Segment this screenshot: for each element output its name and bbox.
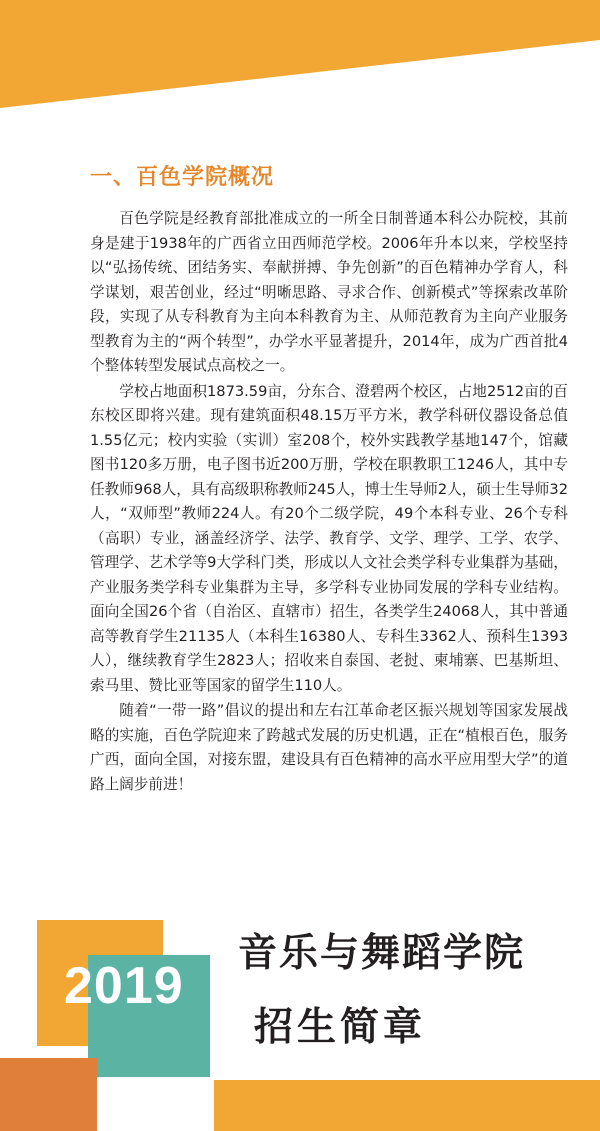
intro-paragraph-history: 百色学院是经教育部批准成立的一所全日制普通本科公办院校，其前身是建于1938年的广西省立田西师范学校。2006年升本以来，学校坚持以“弘扬传统、团结务实、奉献拼搏、争先创新”的百色精神办学育人，科学谋划，艰苦创业，经过“明晰思路、寻求合作、创新模式”等探索改革阶段，实现了从专科教育为主向本科教育为主、从师范教育为主向产业服务型教育为主的“两个转型”，办学水平显著提升，2014年，成为广西首批4个整体转型发展试点高校之一。 [90,210,568,374]
section-title: 一、百色学院概况 [90,165,275,190]
deep-orange-square-decoration [0,1058,97,1131]
admission-brochure-title: 招生简章 [254,1005,427,1050]
intro-body [90,207,568,798]
intro-paragraph-campus-facts: 学校占地面积1873.59亩，分东合、澄碧两个校区，占地2512亩的百东校区即将兴建。现有建筑面积48.15万平方米，教学科研仪器设备总值1.55亿元；校内实验（实训）室208个，校外实践教学基地147个，馆藏图书120多万册，电子图书近200万册，学校在职教职工1246人，其中专任教师968人，具有高级职称教师245人，博士生导师2人，硕士生导师32人，“双师型”教师224人。有20个二级学院，49个本科专业、26个专科（高职）专业，涵盖经济学、法学、教育学、文学、理学、工学、农学、管理学、艺术学等9大学科门类，形成以人文社会类学科专业集群为基础，产业服务类学科专业集群为主导，多学科专业协同发展的学科专业结构。面向全国26个省（自治区、直辖市）招生，各类学生24068人，其中普通高等教育学生21135人（本科生16380人、专科生3362人、预科生1393人），继续教育学生2823人；招收来自泰国、老挝、柬埔寨、巴基斯坦、索马里、赞比亚等国家的留学生110人。 [90,382,568,694]
year-label: 2019 [64,957,184,1015]
college-name-title: 音乐与舞蹈学院 [238,931,526,976]
top-decorative-band [0,0,600,108]
bottom-decorative-band [214,1080,600,1131]
intro-paragraph-outlook: 随着“一带一路”倡议的提出和左右江革命老区振兴规划等国家发展战略的实施，百色学院迎来了跨越式发展的历史机遇，正在“植根百色，服务广西，面向全国，对接东盟，建设具有百色精神的高水平应用型大学”的道路上阔步前进！ [90,702,568,793]
